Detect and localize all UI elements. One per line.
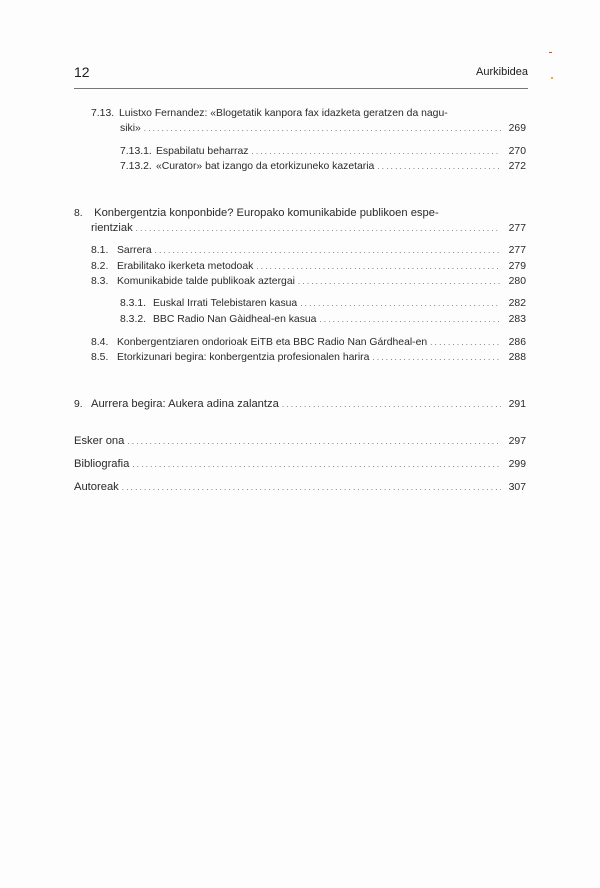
dot-leader bbox=[319, 313, 501, 327]
toc-entry-7-13[interactable]: siki» . . . 269 bbox=[120, 122, 526, 136]
toc-page-number: 279 bbox=[508, 261, 526, 272]
toc-page-number: 270 bbox=[508, 146, 526, 157]
dot-leader bbox=[122, 480, 501, 495]
toc-entry-autoreak[interactable]: Autoreak . . . 307 bbox=[74, 480, 526, 495]
page-number: 12 bbox=[74, 64, 90, 80]
toc-entry-esker-ona[interactable]: Esker ona . . . 297 bbox=[74, 434, 526, 449]
toc-entry-8-2[interactable]: 8.2. Erabilitako ikerketa metodoak . . . 279 bbox=[91, 260, 526, 274]
toc-page-number: 282 bbox=[508, 298, 526, 309]
running-header-title: Aurkibidea bbox=[476, 66, 528, 78]
dot-leader bbox=[300, 297, 501, 311]
dot-leader bbox=[155, 244, 501, 258]
toc-entry-8[interactable]: rientziak . . . 277 bbox=[91, 221, 526, 236]
toc-entry-8-3-2[interactable]: 8.3.2. BBC Radio Nan Gàidheal-en kasua . . . 283 bbox=[120, 313, 526, 327]
toc-page-number: 291 bbox=[508, 399, 526, 410]
dot-leader bbox=[127, 434, 501, 449]
toc-page-number: 280 bbox=[508, 276, 526, 287]
print-mark-yellow bbox=[551, 77, 553, 79]
dot-leader bbox=[298, 275, 501, 289]
toc-entry-7-13-line1: 7.13. Luistxo Fernandez: «Blogetatik kanpora fax idazketa geratzen da nagu- bbox=[91, 108, 448, 119]
dot-leader bbox=[256, 260, 501, 274]
toc-page-number: 283 bbox=[508, 314, 526, 325]
toc-page-number: 272 bbox=[508, 161, 526, 172]
toc-page-number: 299 bbox=[508, 459, 526, 470]
toc-entry-8-3[interactable]: 8.3. Komunikabide talde publikoak aztergai . . . 280 bbox=[91, 275, 526, 289]
toc-page-number: 277 bbox=[508, 245, 526, 256]
toc-entry-8-3-1[interactable]: 8.3.1. Euskal Irrati Telebistaren kasua . . . 282 bbox=[120, 297, 526, 311]
toc-entry-7-13-2[interactable]: 7.13.2. «Curator» bat izango da etorkizuneko kazetaria . . . 272 bbox=[120, 160, 526, 174]
dot-leader bbox=[251, 145, 501, 159]
dot-leader bbox=[430, 336, 501, 350]
dot-leader bbox=[282, 397, 501, 412]
print-mark-red bbox=[549, 52, 552, 53]
toc-entry-7-13-1[interactable]: 7.13.1. Espabilatu beharraz . . . 270 bbox=[120, 145, 526, 159]
dot-leader bbox=[372, 351, 501, 365]
toc-entry-8-4[interactable]: 8.4. Konbergentziaren ondorioak EiTB eta BBC Radio Nan Gárdheal-en . . . 286 bbox=[91, 336, 526, 350]
dot-leader bbox=[132, 457, 501, 472]
toc-page-number: 269 bbox=[508, 123, 526, 134]
toc-entry-8-line1: 8. Konbergentzia konponbide? Europako komunikabide publikoen espe- bbox=[74, 207, 439, 219]
toc-page-number: 297 bbox=[508, 436, 526, 447]
toc-page-number: 307 bbox=[508, 482, 526, 493]
toc-page-number: 288 bbox=[508, 352, 526, 363]
dot-leader bbox=[144, 122, 501, 136]
toc-entry-8-5[interactable]: 8.5. Etorkizunari begira: konbergentzia profesionalen harira . . . 288 bbox=[91, 351, 526, 365]
toc-page-number: 286 bbox=[508, 337, 526, 348]
dot-leader bbox=[377, 160, 501, 174]
toc-entry-8-1[interactable]: 8.1. Sarrera . . . 277 bbox=[91, 244, 526, 258]
toc-page-number: 277 bbox=[508, 223, 526, 234]
toc-entry-bibliografia[interactable]: Bibliografia . . . 299 bbox=[74, 457, 526, 472]
dot-leader bbox=[136, 221, 501, 236]
header-rule bbox=[74, 88, 528, 89]
toc-entry-9[interactable]: 9. Aurrera begira: Aukera adina zalantza . . . 291 bbox=[74, 397, 526, 412]
